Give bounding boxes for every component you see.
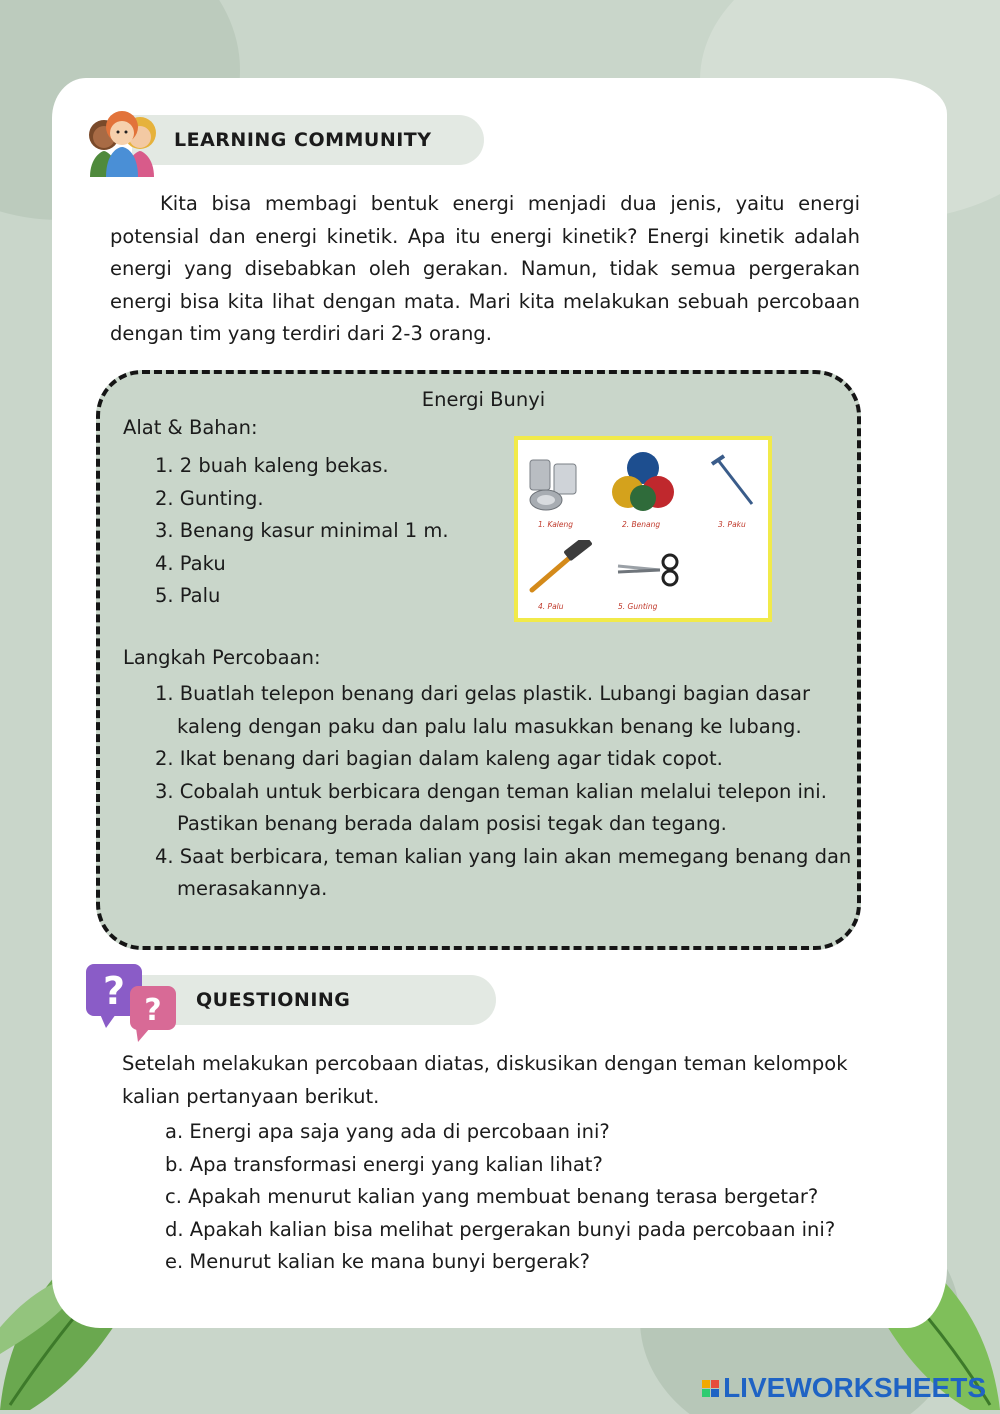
scissors-icon <box>616 550 686 590</box>
list-item: 3. Benang kasur minimal 1 m. <box>155 519 449 542</box>
list-item: d. Apakah kalian bisa melihat pergerakan bunyi pada percobaan ini? <box>165 1217 836 1241</box>
list-item: 4. Paku <box>155 551 226 575</box>
questions-list <box>165 1116 835 1279</box>
image-caption: 3. Paku <box>718 520 746 529</box>
experiment-title: Energi Bunyi <box>421 388 546 411</box>
list-item: 3. Cobalah untuk berbicara dengan teman kalian melalui telepon ini. Pastikan benang berada dalam posisi tegak dan tegang. <box>155 779 827 835</box>
experiment-box <box>96 370 861 950</box>
section-title: QUESTIONING <box>136 975 496 1025</box>
list-item: 4. Saat berbicara, teman kalian yang lain akan memegang benang dan merasakannya. <box>155 844 852 900</box>
questioning-header <box>84 962 496 1044</box>
materials-label: Alat & Bahan: <box>123 416 258 439</box>
list-item: a. Energi apa saja yang ada di percobaan ini? <box>165 1120 610 1143</box>
list-item: 2. Ikat benang dari bagian dalam kaleng agar tidak copot. <box>155 747 723 770</box>
nail-icon <box>710 454 760 510</box>
list-item: e. Menurut kalian ke mana bunyi bergerak? <box>165 1250 590 1273</box>
image-caption: 4. Palu <box>538 602 564 611</box>
list-item: 2. Gunting. <box>155 486 264 510</box>
list-item: 1. 2 buah kaleng bekas. <box>155 454 389 477</box>
list-item: 5. Palu <box>155 584 221 607</box>
svg-text:?: ? <box>144 993 162 1028</box>
liveworksheets-logo[interactable] <box>702 1372 986 1404</box>
intro-text: Kita bisa membagi bentuk energi menjadi dua jenis, yaitu energi potensial dan energi kinetik. Apa itu energi kinetik? Energi kinetik adalah energi yang disebabkan oleh gerakan. Namun, tidak semua pergerakan energi bisa kita lihat dengan mata. Mari kita melakukan sebuah percobaan dengan tim yang terdiri dari 2-3 orang. <box>110 192 860 345</box>
intro-paragraph <box>110 188 860 351</box>
list-item: 1. Buatlah telepon benang dari gelas plastik. Lubangi bagian dasar kaleng dengan paku dan palu lalu masukkan benang ke lubang. <box>155 682 810 738</box>
image-caption: 1. Kaleng <box>538 520 573 529</box>
list-item: c. Apakah menurut kalian yang membuat benang terasa bergetar? <box>165 1185 819 1208</box>
image-caption: 5. Gunting <box>618 602 658 611</box>
hammer-icon <box>524 540 594 596</box>
learning-community-header <box>82 103 484 177</box>
materials-list <box>155 450 449 613</box>
cans-icon <box>524 454 584 512</box>
steps-label: Langkah Percobaan: <box>123 646 321 669</box>
image-caption: 2. Benang <box>622 520 661 529</box>
brand-name: LIVEWORKSHEETS <box>723 1372 986 1403</box>
question-bubbles-icon <box>84 962 184 1044</box>
svg-text:?: ? <box>102 969 126 1013</box>
steps-list <box>155 678 855 906</box>
section-title: LEARNING COMMUNITY <box>132 115 484 165</box>
brand-squares-icon <box>702 1380 719 1397</box>
people-group-icon <box>82 103 162 177</box>
questioning-intro: Setelah melakukan percobaan diatas, diskusikan dengan teman kelompok kalian pertanyaan berikut. <box>122 1052 848 1108</box>
list-item: b. Apa transformasi energi yang kalian lihat? <box>165 1152 603 1176</box>
yarn-balls-icon <box>610 450 676 512</box>
materials-image <box>514 436 772 622</box>
